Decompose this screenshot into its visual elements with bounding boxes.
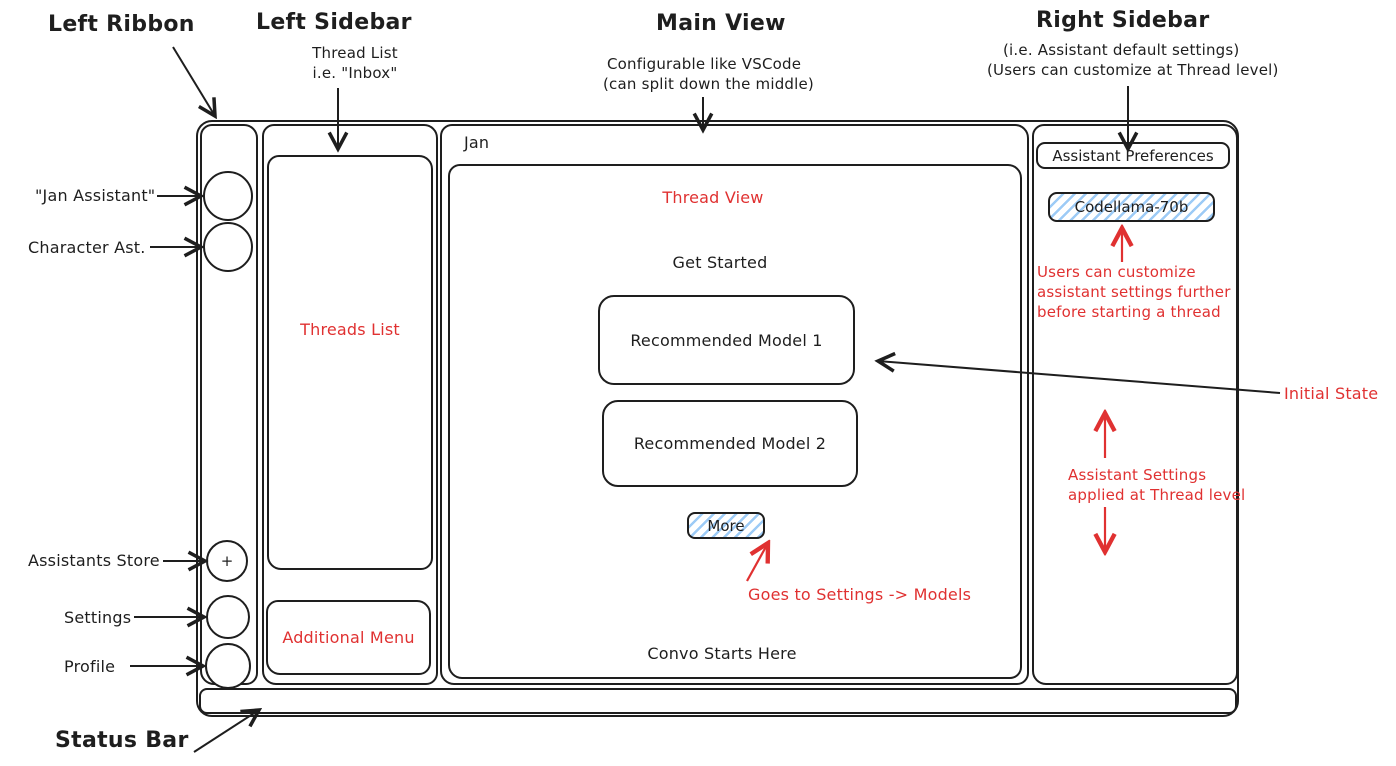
customize-note-line3: before starting a thread: [1037, 303, 1221, 321]
callout-left-ribbon: Left Ribbon: [48, 12, 195, 37]
threads-list-note: Threads List: [300, 320, 400, 339]
recommended-model-1-label: Recommended Model 1: [630, 330, 823, 350]
assistant-preferences-header: [1036, 142, 1230, 169]
profile-button[interactable]: [205, 643, 251, 689]
callout-left-sidebar: Left Sidebar: [256, 10, 412, 35]
callout-right-sidebar-note2: (Users can customize at Thread level): [987, 61, 1279, 79]
character-assistant-avatar[interactable]: [203, 222, 253, 272]
applied-note-line2: applied at Thread level: [1068, 486, 1246, 504]
plus-icon: +: [220, 552, 234, 570]
callout-jan-assistant: "Jan Assistant": [35, 186, 156, 205]
status-bar: [199, 688, 1237, 714]
jan-assistant-avatar[interactable]: [203, 171, 253, 221]
get-started-heading: Get Started: [672, 253, 768, 272]
initial-state-note: Initial State: [1284, 384, 1379, 403]
recommended-model-1-card[interactable]: [598, 295, 855, 385]
recommended-model-2-label: Recommended Model 2: [633, 434, 827, 453]
applied-note-line1: Assistant Settings: [1068, 466, 1207, 484]
customize-note-line1: Users can customize: [1037, 263, 1196, 281]
threads-list-panel[interactable]: [267, 155, 433, 570]
thread-view-note: Thread View: [662, 188, 764, 207]
callout-status-bar: Status Bar: [55, 728, 189, 753]
callout-settings: Settings: [64, 608, 132, 627]
left-ribbon-arrow: [173, 47, 215, 116]
callout-main-view-note1: Configurable like VSCode: [607, 55, 802, 73]
callout-main-view-note2: (can split down the middle): [603, 75, 814, 93]
callout-right-sidebar-note1: (i.e. Assistant default settings): [1003, 41, 1240, 59]
customize-note-line2: assistant settings further: [1037, 283, 1231, 301]
goes-to-settings-note: Goes to Settings -> Models: [748, 585, 972, 604]
callout-profile: Profile: [64, 657, 116, 676]
additional-menu-note: Additional Menu: [282, 628, 415, 647]
model-chip-codellama[interactable]: [1048, 192, 1215, 222]
assistant-preferences-label: Assistant Preferences: [1052, 146, 1214, 165]
more-button-label: More: [707, 516, 745, 535]
assistants-store-button[interactable]: [206, 540, 248, 582]
recommended-model-2-card[interactable]: [602, 400, 858, 487]
callout-left-sidebar-note1: Thread List: [312, 44, 398, 62]
main-view-title: Jan: [464, 133, 490, 152]
more-button[interactable]: [687, 512, 765, 539]
callout-right-sidebar: Right Sidebar: [1036, 8, 1210, 33]
convo-starts-here-label: Convo Starts Here: [647, 644, 797, 663]
callout-main-view: Main View: [656, 11, 786, 36]
model-chip-label: Codellama-70b: [1074, 198, 1189, 216]
callout-character-ast: Character Ast.: [28, 238, 146, 257]
callout-assistants-store: Assistants Store: [28, 551, 160, 570]
settings-button[interactable]: [206, 595, 250, 639]
callout-left-sidebar-note2: i.e. "Inbox": [312, 64, 398, 82]
